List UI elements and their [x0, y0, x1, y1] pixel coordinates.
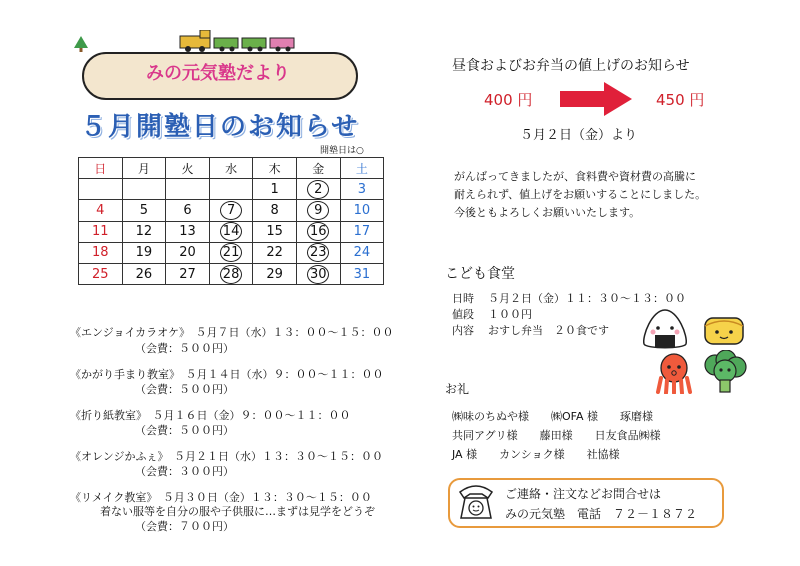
- price-message-line: がんばってきましたが、食料費や資材費の高騰に: [454, 170, 696, 183]
- open-day-number: 7: [220, 201, 242, 220]
- calendar-day-cell: [296, 221, 340, 242]
- day-number: 1: [270, 181, 279, 197]
- calendar-day-cell: [296, 200, 340, 221]
- day-number: 8: [270, 202, 279, 218]
- calendar-day-cell: [253, 179, 297, 200]
- arrow-right-icon: [560, 82, 632, 116]
- calendar-day-cell: [209, 221, 253, 242]
- calendar-day-cell: [209, 200, 253, 221]
- kodomo-value: １００円: [488, 308, 532, 321]
- open-day-number: 2: [307, 180, 329, 199]
- calendar-day-cell: [253, 242, 297, 263]
- weekday-header: 水: [209, 158, 253, 179]
- day-number: 11: [92, 224, 109, 240]
- event-fee: （会費：５００円）: [135, 424, 234, 437]
- day-number: 4: [96, 202, 105, 218]
- calendar-day-cell: [79, 242, 123, 263]
- calendar-header-row: [79, 158, 384, 179]
- calendar-day-cell: [340, 200, 384, 221]
- day-number: 17: [353, 224, 371, 240]
- calendar-day-cell: [79, 263, 123, 284]
- thanks-line: ㈱味のちぬや様 ㈱OFA 様 琢磨様: [452, 410, 653, 423]
- contact-line: ご連絡・注文などお問合せは: [505, 487, 662, 501]
- calendar-week-row: [79, 263, 384, 284]
- event-karaoke: 《エンジョイカラオケ》 ５月７日（水）１３：００～１５：００: [70, 326, 394, 339]
- event-temari: 《かがり手まり教室》 ５月１４日（水）９：００～１１：００: [70, 368, 384, 381]
- calendar-day-cell: [340, 263, 384, 284]
- tree-icon: [74, 36, 88, 52]
- kodomo-label: 内容: [452, 324, 474, 337]
- calendar-day-cell: [209, 242, 253, 263]
- calendar-day-cell: [122, 263, 166, 284]
- day-number: 19: [135, 245, 153, 261]
- open-day-number: 14: [220, 222, 242, 241]
- kodomo-value: ５月２日（金）１１：３０～１３：００: [488, 292, 686, 305]
- calendar-day-cell: [122, 242, 166, 263]
- weekday-header: 月: [122, 158, 166, 179]
- day-number: 10: [353, 202, 371, 218]
- calendar-day-cell: [122, 200, 166, 221]
- calendar-day-cell: [209, 263, 253, 284]
- banner-title: みの元気塾だより: [146, 63, 290, 84]
- event-origami: 《折り紙教室》 ５月１６日（金）９：００～１１：００: [70, 409, 351, 422]
- event-fee: （会費：５００円）: [135, 342, 234, 355]
- thanks-line: JA 様 カンショク様 社協様: [452, 448, 620, 461]
- day-number: 22: [266, 245, 283, 261]
- calendar-day-cell: [166, 200, 210, 221]
- calendar-week-row: [79, 242, 384, 263]
- onigiri-icon: [640, 308, 690, 350]
- weekday-header: 火: [166, 158, 210, 179]
- day-number: 20: [179, 245, 196, 261]
- calendar-day-cell: [166, 221, 210, 242]
- weekday-header: 木: [253, 158, 297, 179]
- kodomo-value: おすし弁当 ２０食です: [488, 324, 609, 337]
- kodomo-label: 値段: [452, 308, 474, 321]
- calendar-day-cell: [79, 179, 123, 200]
- calendar-day-cell: [79, 221, 123, 242]
- day-number: 12: [135, 224, 153, 240]
- calendar-day-cell: [340, 242, 384, 263]
- broccoli-icon: [702, 350, 748, 394]
- day-number: 24: [353, 245, 371, 261]
- calendar-day-cell: [122, 179, 166, 200]
- day-number: 6: [183, 202, 192, 218]
- tamagoyaki-icon: [702, 312, 746, 348]
- train-icon: [178, 30, 298, 52]
- weekday-header: 金: [296, 158, 340, 179]
- contact-phone: みの元気塾 電話 ７２－１８７２: [505, 507, 698, 521]
- calendar-week-row: [79, 221, 384, 242]
- thanks-title: お礼: [445, 382, 470, 396]
- new-price: 450 円: [656, 91, 705, 109]
- day-number: 29: [266, 266, 283, 282]
- open-day-number: 23: [307, 243, 329, 262]
- open-day-number: 9: [307, 201, 329, 220]
- day-number: 15: [266, 224, 283, 240]
- day-number: 26: [135, 266, 153, 282]
- calendar-day-cell: [296, 179, 340, 200]
- calendar-day-cell: [340, 179, 384, 200]
- price-effective-date: ５月２日（金）より: [520, 128, 638, 143]
- octopus-icon: [654, 352, 694, 394]
- day-number: 5: [139, 202, 149, 218]
- event-fee: （会費：５００円）: [135, 383, 234, 396]
- calendar: [78, 157, 384, 285]
- kodomo-label: 日時: [452, 292, 474, 305]
- calendar-day-cell: [166, 179, 210, 200]
- price-message-line: 耐えられず、値上げをお願いすることにしました。: [454, 188, 707, 201]
- weekday-header: 土: [340, 158, 384, 179]
- day-number: 3: [357, 181, 366, 197]
- calendar-day-cell: [122, 221, 166, 242]
- thanks-line: 共同アグリ様 藤田様 日友食品㈱様: [452, 429, 661, 442]
- calendar-day-cell: [166, 242, 210, 263]
- event-orange-cafe: 《オレンジかふぇ》 ５月２１日（水）１３：３０～１５：００: [70, 450, 383, 463]
- weekday-header: 日: [79, 158, 123, 179]
- event-fee: （会費：３００円）: [135, 465, 234, 478]
- calendar-day-cell: [340, 221, 384, 242]
- calendar-day-cell: [253, 263, 297, 284]
- day-number: 13: [179, 224, 196, 240]
- price-notice-title: 昼食およびお弁当の値上げのお知らせ: [452, 58, 690, 74]
- event-fee: （会費：７００円）: [135, 520, 234, 533]
- page-title: ５月開塾日のお知らせ: [80, 112, 360, 142]
- calendar-week-row: [79, 179, 384, 200]
- calendar-day-cell: [166, 263, 210, 284]
- day-number: 18: [92, 245, 109, 261]
- open-day-number: 28: [220, 265, 242, 284]
- calendar-day-cell: [209, 179, 253, 200]
- calendar-week-row: [79, 200, 384, 221]
- calendar-day-cell: [296, 263, 340, 284]
- calendar-day-cell: [79, 200, 123, 221]
- day-number: 27: [179, 266, 196, 282]
- day-number: 25: [92, 266, 109, 282]
- open-day-number: 16: [307, 222, 329, 241]
- old-price: 400 円: [484, 91, 533, 109]
- day-number: 31: [353, 266, 371, 282]
- open-day-number: 21: [220, 243, 242, 262]
- calendar-day-cell: [253, 221, 297, 242]
- phone-icon: [456, 482, 496, 520]
- event-note: 着ない服等を自分の服や子供服に…まずは見学をどうぞ: [100, 505, 375, 518]
- calendar-day-cell: [253, 200, 297, 221]
- event-remake: 《リメイク教室》 ５月３０日（金）１３：３０～１５：００: [70, 491, 372, 504]
- calendar-day-cell: [296, 242, 340, 263]
- open-day-note: 開塾日は○: [320, 146, 364, 156]
- open-day-number: 30: [307, 265, 329, 284]
- price-message-line: 今後ともよろしくお願いいたします。: [454, 206, 641, 219]
- kodomo-title: こども食堂: [445, 266, 515, 282]
